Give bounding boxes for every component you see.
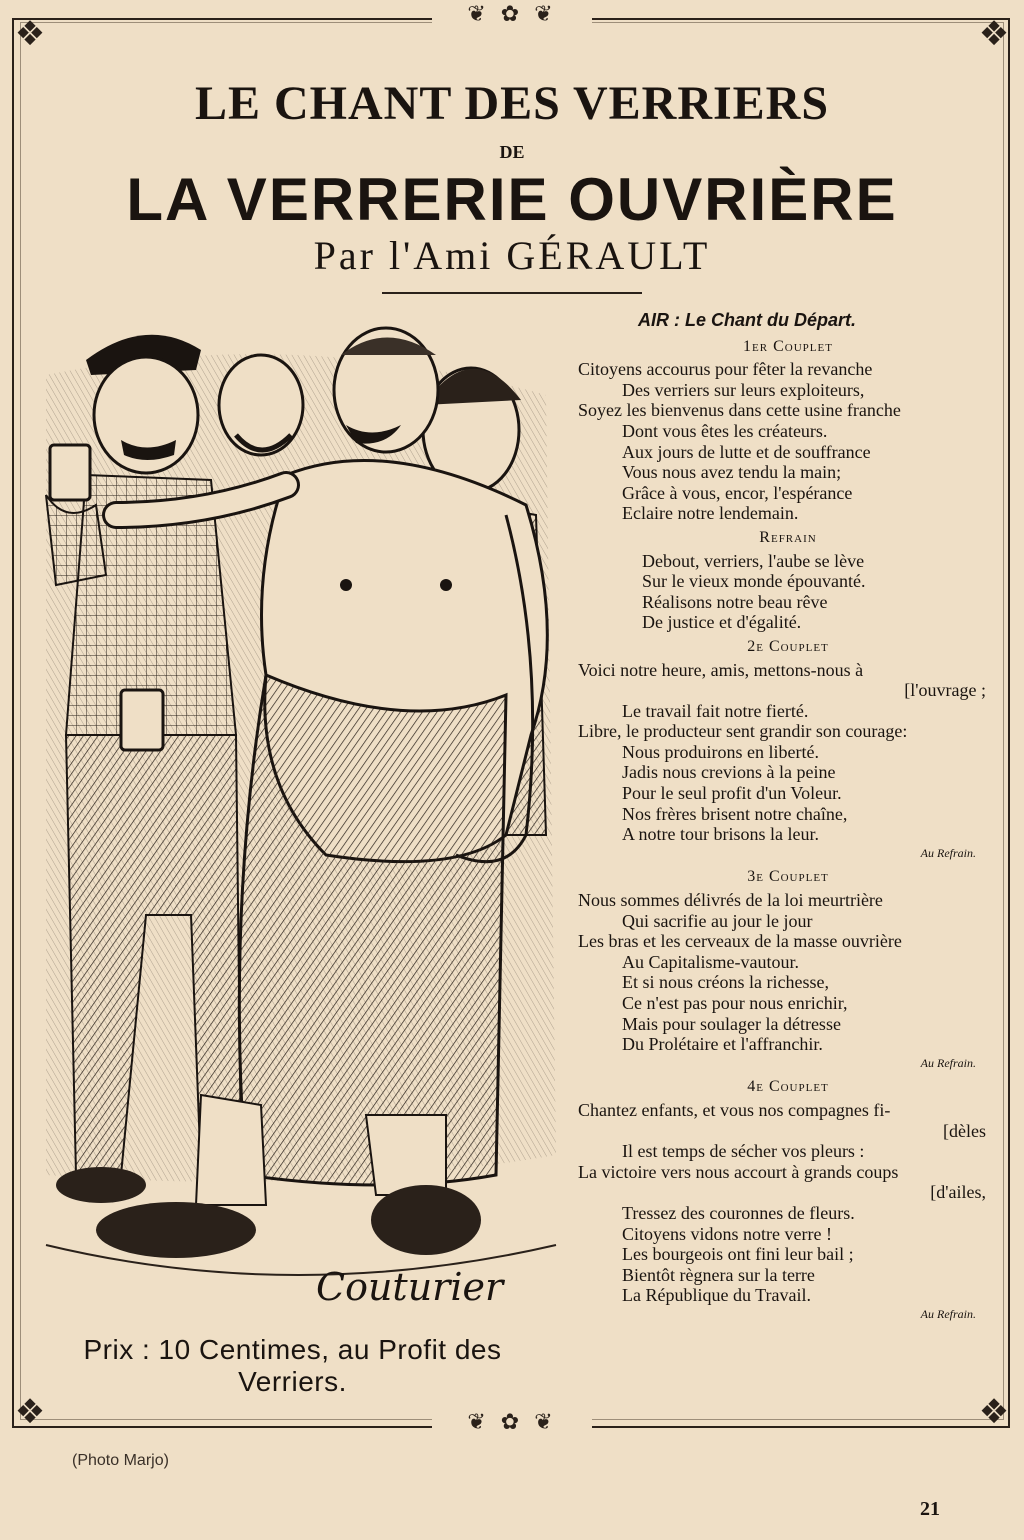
- corner-ornament-icon: ❖: [978, 14, 1010, 54]
- title-de: DE: [499, 142, 525, 162]
- verse-line-continuation: [dèles: [943, 1120, 986, 1141]
- verse-line: Dont vous êtes les créateurs.: [622, 420, 828, 441]
- song-column: [578, 310, 998, 1329]
- price-caption: Prix : 10 Centimes, au Profit des Verriers.: [83, 1334, 502, 1397]
- verse-line: Les bourgeois ont fini leur bail ;: [622, 1244, 854, 1265]
- verse-line: Du Prolétaire et l'affranchir.: [622, 1034, 823, 1055]
- verse-line: Le travail fait notre fierté.: [622, 700, 809, 721]
- verse-line: Ce n'est pas pour nous enrichir,: [622, 993, 848, 1013]
- corner-ornament-icon: ❖: [978, 1392, 1010, 1432]
- verse-line-continuation: [l'ouvrage ;: [904, 680, 986, 701]
- verse-line: Des verriers sur leurs exploiteurs,: [622, 379, 865, 400]
- verse-line: Vous nous avez tendu la main;: [622, 462, 842, 483]
- corner-ornament-icon: ❖: [14, 14, 46, 54]
- verse-line: Les bras et les cerveaux de la masse ouvrière: [578, 931, 902, 952]
- verse-line: Nous produirons en liberté.: [622, 741, 819, 762]
- bottom-ornament-icon: ❦ ✿ ❦: [432, 1410, 592, 1446]
- couplet-1-heading: 1er Couplet: [743, 337, 833, 355]
- artist-signature: Couturier: [316, 1265, 504, 1309]
- refrain-line: Réalisons notre beau rêve: [642, 591, 828, 612]
- verse-line: Qui sacrifie au jour le jour: [622, 910, 813, 931]
- page-number: 21: [920, 1498, 940, 1520]
- verse-line: Soyez les bienvenus dans cette usine franche: [578, 400, 901, 421]
- verse-line: Aux jours de lutte et de souffrance: [622, 441, 871, 462]
- corner-ornament-icon: ❖: [14, 1392, 46, 1432]
- title-line-1: LE CHANT DES VERRIERS: [194, 77, 830, 130]
- top-ornament-icon: ❦ ✿ ❦: [432, 2, 592, 38]
- verse-line: A notre tour brisons la leur.: [622, 824, 819, 845]
- photo-credit: (Photo Marjo): [72, 1452, 169, 1469]
- air-heading: AIR : Le Chant du Départ.: [638, 310, 857, 330]
- title-line-2: LA VERRERIE OUVRIÈRE: [126, 166, 898, 233]
- couplet-2-heading: 2e Couplet: [747, 637, 829, 655]
- verse-line: Bientôt règnera sur la terre: [622, 1264, 815, 1285]
- verse-line: Tressez des couronnes de fleurs.: [622, 1202, 855, 1223]
- refrain-line: Debout, verriers, l'aube se lève: [642, 550, 865, 571]
- au-refrain-tag: Au Refrain.: [920, 1306, 976, 1321]
- refrain-line: De justice et d'égalité.: [642, 612, 802, 633]
- verse-line: Grâce à vous, encor, l'espérance: [622, 482, 853, 503]
- verse-line: Chantez enfants, et vous nos compagnes fi-: [578, 1099, 891, 1120]
- verse-line: La victoire vers nous accourt à grands coups: [578, 1161, 899, 1182]
- verse-line: Au Capitalisme-vautour.: [622, 951, 799, 972]
- verse-line: Libre, le producteur sent grandir son courage:: [578, 721, 908, 742]
- glassworkers-illustration: [26, 315, 571, 1325]
- verse-line-continuation: [d'ailes,: [930, 1182, 986, 1203]
- verse-line: Citoyens accourus pour fêter la revanche: [578, 359, 873, 380]
- verse-line: Citoyens vidons notre verre !: [622, 1223, 832, 1244]
- refrain-heading: Refrain: [759, 528, 817, 546]
- verse-line: Pour le seul profit d'un Voleur.: [622, 783, 842, 804]
- couplet-4-heading: 4e Couplet: [747, 1078, 829, 1096]
- au-refrain-tag: Au Refrain.: [920, 845, 976, 860]
- verse-line: Nous sommes délivrés de la loi meurtrière: [578, 890, 883, 911]
- verse-line: Mais pour soulager la détresse: [622, 1013, 841, 1034]
- verse-line: Jadis nous crevions à la peine: [622, 762, 836, 783]
- title-divider: [382, 292, 642, 294]
- verse-line: Et si nous créons la richesse,: [622, 972, 829, 993]
- verse-line: Nos frères brisent notre chaîne,: [622, 803, 848, 824]
- verse-line: La République du Travail.: [622, 1285, 811, 1306]
- au-refrain-tag: Au Refrain.: [920, 1055, 976, 1070]
- verse-line: Voici notre heure, amis, mettons-nous à: [578, 659, 864, 680]
- couplet-3-heading: 3e Couplet: [747, 868, 829, 886]
- verse-line: Il est temps de sécher vos pleurs :: [622, 1141, 865, 1162]
- verse-line: Eclaire notre lendemain.: [622, 503, 799, 524]
- author-line: Par l'Ami GÉRAULT: [313, 233, 711, 278]
- refrain-line: Sur le vieux monde épouvanté.: [642, 571, 866, 592]
